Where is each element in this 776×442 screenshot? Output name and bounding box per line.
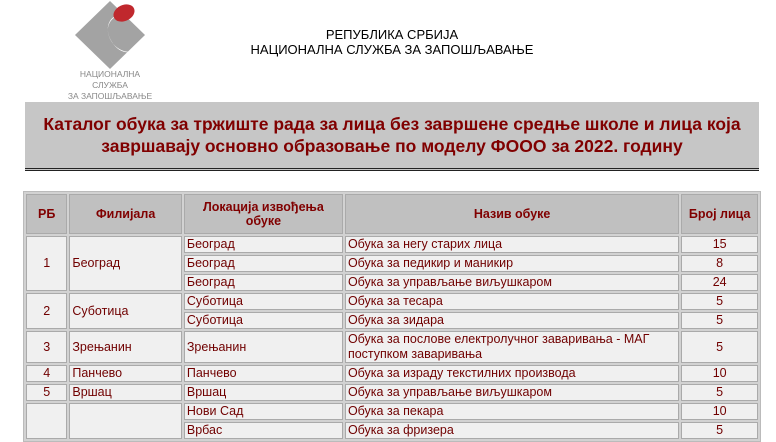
training-name-cell: Обука за израду текстилних производа: [345, 365, 679, 382]
count-cell: 5: [681, 422, 758, 439]
rb-cell: [26, 403, 67, 439]
branch-cell: Београд: [69, 236, 182, 291]
page-header: [200, 27, 584, 57]
branch-cell: Зрењанин: [69, 331, 182, 363]
count-cell: 5: [681, 312, 758, 329]
count-cell: 24: [681, 274, 758, 291]
table-row: [26, 293, 758, 310]
count-cell: 5: [681, 293, 758, 310]
column-header: Филијала: [69, 194, 182, 234]
catalog-title: Каталог обука за тржиште рада за лица без завршене средње школе и лица која завршавају основно образовање по моделу ФООО за 2022. годину: [43, 114, 741, 156]
column-header: Назив обуке: [345, 194, 679, 234]
training-name-cell: Обука за пекара: [345, 403, 679, 420]
training-name-cell: Обука за послове електролучног заваривања - МАГ поступком заваривања: [345, 331, 679, 363]
rb-cell: 4: [26, 365, 67, 382]
location-cell: Зрењанин: [184, 331, 343, 363]
branch-cell: Панчево: [69, 365, 182, 382]
column-header: РБ: [26, 194, 67, 234]
logo-text: НАЦИОНАЛНА СЛУЖБА ЗА ЗАПОШЉАВАЊЕ: [67, 69, 153, 101]
rb-cell: 2: [26, 293, 67, 329]
training-name-cell: Обука за педикир и маникир: [345, 255, 679, 272]
branch-cell: Суботица: [69, 293, 182, 329]
location-cell: Суботица: [184, 312, 343, 329]
location-cell: Врбас: [184, 422, 343, 439]
catalog-title-box: [25, 102, 759, 171]
location-cell: Нови Сад: [184, 403, 343, 420]
training-name-cell: Обука за тесара: [345, 293, 679, 310]
table-row: [26, 236, 758, 253]
location-cell: Београд: [184, 236, 343, 253]
header-line2: НАЦИОНАЛНА СЛУЖБА ЗА ЗАПОШЉАВАЊЕ: [250, 42, 534, 57]
location-cell: Панчево: [184, 365, 343, 382]
training-name-cell: Обука за фризера: [345, 422, 679, 439]
rb-cell: 5: [26, 384, 67, 401]
location-cell: Вршац: [184, 384, 343, 401]
logo-mark-icon: [60, 0, 160, 70]
training-name-cell: Обука за зидара: [345, 312, 679, 329]
column-header: Локација извођења обуке: [184, 194, 343, 234]
count-cell: 10: [681, 365, 758, 382]
header-line1: РЕПУБЛИКА СРБИЈА: [325, 27, 459, 42]
table-row: [26, 403, 758, 420]
branch-cell: [69, 403, 182, 439]
table-row: [26, 365, 758, 382]
count-cell: 5: [681, 384, 758, 401]
training-table: [23, 191, 761, 442]
training-name-cell: Обука за управљање виљушкаром: [345, 384, 679, 401]
count-cell: 10: [681, 403, 758, 420]
table-row: [26, 384, 758, 401]
count-cell: 5: [681, 331, 758, 363]
column-header: Број лица: [681, 194, 758, 234]
training-name-cell: Обука за управљање виљушкаром: [345, 274, 679, 291]
training-name-cell: Обука за негу старих лица: [345, 236, 679, 253]
table-row: [26, 331, 758, 363]
location-cell: Београд: [184, 274, 343, 291]
location-cell: Београд: [184, 255, 343, 272]
table-header-row: [26, 194, 758, 234]
count-cell: 15: [681, 236, 758, 253]
count-cell: 8: [681, 255, 758, 272]
branch-cell: Вршац: [69, 384, 182, 401]
rb-cell: 1: [26, 236, 67, 291]
rb-cell: 3: [26, 331, 67, 363]
location-cell: Суботица: [184, 293, 343, 310]
